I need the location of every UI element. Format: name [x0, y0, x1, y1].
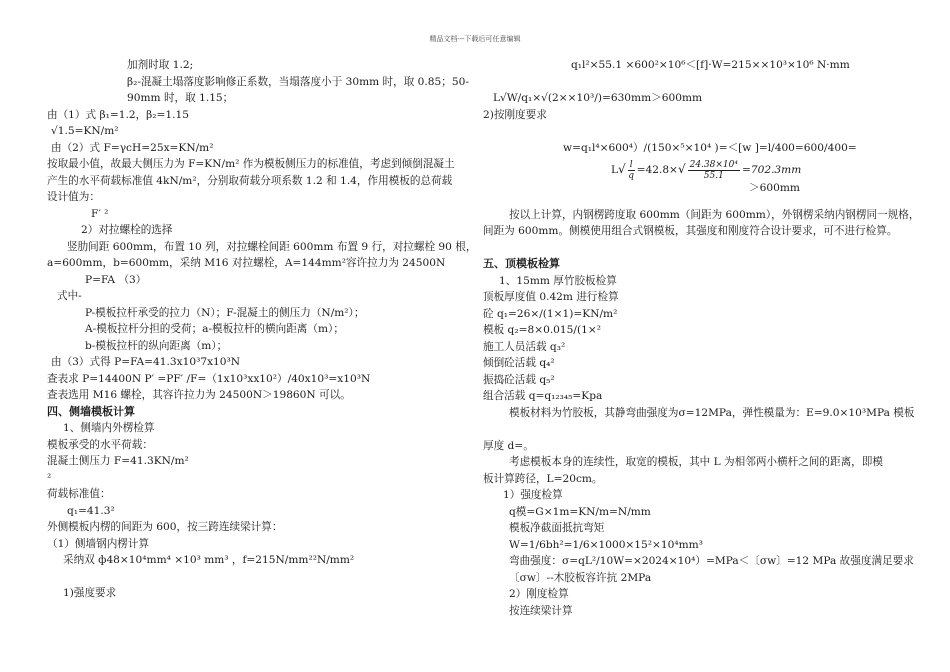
left-text-line: 设计值为：	[47, 191, 100, 203]
right-text-line: 2)按刚度要求	[483, 108, 547, 121]
left-text-line: 式中-	[57, 290, 82, 302]
right-text-line: 1、15mm 厚竹胶板检算	[499, 274, 617, 287]
left-text-line: √1.5=KN/m²	[51, 125, 119, 137]
left-text-line: 混凝土侧压力 F=41.3KN/m²	[47, 455, 189, 467]
right-text-line: 按连续梁计算	[509, 604, 573, 617]
right-text-line: 间距为 600mm。侧模使用组合式钢模板，其强度和刚度符合设计要求，可不进行检算。	[483, 225, 898, 237]
formula-fraction-2	[688, 160, 740, 181]
left-text-line: 外侧模板内楞的间距为 600，按三跨连续梁计算：	[47, 521, 283, 533]
left-text-line: A-模板拉杆分担的受荷；a-模板拉杆的横向距离（m）；	[85, 323, 344, 335]
right-text-line: 按以上计算，内钢楞跨度取 600mm（间距为 600mm），外钢楞采纳内钢楞同一规格，	[509, 208, 920, 221]
right-text-line	[483, 240, 923, 257]
right-text-line: 2）刚度检算	[509, 588, 569, 600]
right-text-line: 弯曲强度：σ=qL²/10W=×2024×10⁴）=MPa＜〔σw〕=12 MPa 故强度满足要求	[509, 555, 914, 567]
left-text-line: q₁=41.3²	[67, 504, 115, 517]
left-text-line: 90mm 时，取 1.15；	[127, 92, 234, 104]
left-text-line: β₂-混凝土塌落度影响修正系数，当塌落度小于 30mm 时，取 0.85；50-	[127, 75, 469, 88]
right-text-line: 倾倒砼活载 q₄²	[483, 357, 555, 369]
page-header: 精品文档---下载后可任意编辑	[429, 35, 521, 43]
right-text-line: 板计算跨径，L=20cm。	[483, 472, 603, 485]
left-text-line: 加剂时取 1.2;	[127, 59, 194, 71]
left-text-line: 查表选用 M16 螺栓，其容许拉力为 24500N＞19860N 可以。	[47, 389, 351, 401]
left-text-line: 查表求 P=14400N P′ =PF′ /F=（1x10³xx10²）/40x10³=x10³N	[47, 372, 371, 385]
right-text-line: 考虑模板本身的连续性，取宽的模板，其中 L 为相邻两小横杆之间的距离，即模	[509, 456, 883, 468]
right-bottom-lines	[483, 207, 923, 620]
left-text-line: F′ ²	[91, 207, 109, 220]
formula-tail: ＞600mm	[749, 182, 800, 194]
fraction-1-numerator: l	[629, 159, 633, 170]
right-text-line: 顶板厚度值 0.42m 进行检算	[483, 291, 619, 303]
right-text-line: 厚度 d=。	[483, 439, 534, 452]
stiffness-formula: L√ $\frac{l}{q}$ =42.8×√ $\frac{\text{24.38×10⁴}}{55.1}$ =702.3mm	[611, 159, 802, 181]
left-text-line: 由（3）式得 P=FA=41.3x10³7x10³N	[51, 356, 241, 368]
left-text-line: b-模板拉杆的纵向距离（m）；	[85, 339, 228, 352]
right-column	[483, 57, 923, 619]
left-text-line: 竖肋间距 600mm，布置 10 列，对拉螺栓间距 600mm 布置 9 行，对拉螺栓 90 根，	[67, 240, 477, 253]
left-text-line: a=600mm，b=600mm，采纳 M16 对拉螺栓，A=144mm²容许拉力为 24500N	[47, 257, 446, 269]
left-text-line: （1）侧墙钢内楞计算	[47, 537, 150, 550]
right-text-heading: 五、顶模板检算	[483, 257, 560, 270]
right-text-line: 〔σw〕--木胶板容许抗 2MPa	[509, 571, 652, 584]
left-text-line: 2）对拉螺栓的选择	[81, 224, 173, 236]
formula-prefix: L	[611, 164, 619, 176]
formula-result: =702.3mm	[741, 164, 802, 176]
right-text-line: 模板净截面抵抗弯矩	[509, 522, 605, 534]
formula-fraction-1	[628, 160, 635, 181]
left-text-line: ²	[47, 471, 52, 484]
fraction-1-denominator: q	[628, 170, 635, 181]
right-text-line: 振捣砼活载 q₅²	[483, 373, 555, 386]
right-text-line: L√W/q₁×√(2××10³/)=630mm＞600mm	[493, 92, 703, 104]
right-text-line	[483, 74, 923, 91]
left-text-line: 1)强度要求	[63, 587, 117, 599]
left-text-line: 按取最小值，故最大侧压力为 F=KN/m² 作为模板侧压力的标准值，考虑到倾倒混凝土	[47, 158, 455, 170]
right-text-line: 模板 q₂=8×0.015/(1×²	[483, 324, 601, 336]
left-text-line: P-模板拉杆承受的拉力（N）；F-混凝土的侧压力（N/m²）；	[85, 306, 365, 319]
right-text-line	[483, 421, 923, 438]
left-text-line: 模板承受的水平荷载：	[47, 438, 153, 451]
right-text-line: q模=G×1m=KN/m=N/mm	[509, 505, 651, 518]
left-text-line: 荷载标准值：	[47, 488, 111, 500]
right-text-line	[483, 123, 923, 140]
right-text-line: w=q₁l⁴×600⁴）/(150×⁵×10⁴ )=＜[w ]=l/400=600/400=	[563, 141, 857, 154]
fraction-2-numerator: 24.38×10⁴	[689, 159, 738, 170]
left-text-line: 采纳双 ф48×10⁴mm⁴ ×10³ mm³ ，f=215N/mm²²N/mm²	[63, 554, 355, 566]
right-text-line: W=1/6bh²=1/6×1000×15²×10⁴mm³	[509, 538, 703, 551]
left-text-line: 产生的水平荷载标准值 4kN/m²，分别取荷载分项系数 1.2 和 1.4，作用模板的总荷载	[47, 174, 453, 187]
left-text-line: 由（2）式 F=γcH=25x=KN/m²	[51, 141, 214, 154]
left-text-heading: 四、侧墙模板计算	[47, 404, 135, 418]
right-text-line: 施工人员活载 q₃²	[483, 340, 566, 353]
fraction-2-denominator: 55.1	[703, 170, 724, 181]
left-text-line	[47, 569, 472, 586]
right-text-line: 组合活载 q=q₁₂₃₄₅=Kpa	[483, 390, 603, 402]
left-text-line: 1、侧墙内外楞检算	[63, 422, 155, 434]
right-top-lines	[483, 57, 923, 156]
formula-mid: =42.8×	[636, 164, 678, 176]
left-column	[47, 57, 477, 602]
right-text-line: 模板材料为竹胶板，其静弯曲强度为σ=12MPa，弹性模量为：E=9.0×10³MPa 模板	[509, 406, 915, 419]
right-text-line: 砼 q₁=26×/(1×1)=KN/m²	[483, 307, 618, 320]
left-text-line: 由（1）式 β₁=1.2，β₂=1.15	[47, 108, 190, 121]
left-text-line: P=FA （3）	[85, 273, 147, 286]
right-text-line: 1）强度检算	[503, 489, 563, 501]
right-text-line: q₁l²×55.1 ×600²×10⁶＜[f]·W=215××10³×10⁶ N·mm	[571, 59, 850, 71]
